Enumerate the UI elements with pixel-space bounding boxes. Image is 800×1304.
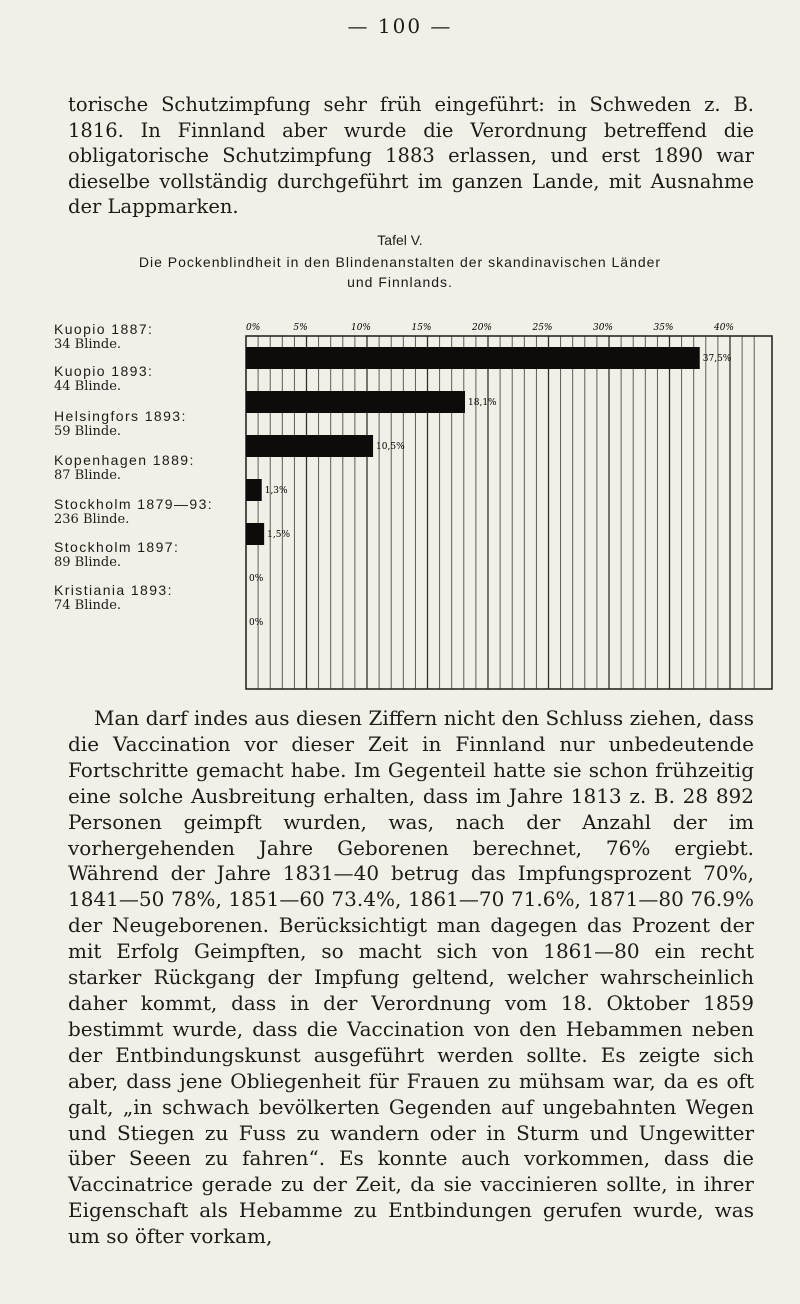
chart-frame — [246, 336, 772, 689]
value-label: 1,3% — [264, 486, 288, 496]
table-label: Tafel V. — [377, 232, 423, 248]
tick-label: 30% — [592, 323, 614, 333]
row-place: Helsingfors 1893: — [54, 408, 187, 424]
value-label: 1,5% — [267, 530, 291, 540]
row-place: Stockholm 1897: — [54, 539, 180, 555]
table-title-line2: und Finnlands. — [347, 274, 453, 290]
row-blind-count: 44 Blinde. — [54, 379, 122, 394]
tick-label: 40% — [713, 323, 735, 333]
table-title-line1: Die Pockenblindheit in den Blindenanstalten der skandinavischen Länder — [138, 254, 662, 270]
row-place: Stockholm 1879—93: — [54, 496, 214, 512]
tick-label: 10% — [350, 323, 372, 333]
value-label: 10,5% — [376, 442, 405, 452]
row-place: Kuopio 1893: — [54, 363, 154, 379]
bar — [246, 523, 264, 545]
row-blind-count: 59 Blinde. — [54, 424, 122, 439]
row-blind-count: 34 Blinde. — [54, 337, 122, 352]
top-paragraph: torische Schutzimpfung sehr früh eingeführt: in Schweden z. B. 1816. In Finnland aber wurde die Verordnung betreffend die obligatorische Schutzimpfung 1883 erlassen, und erst 1890 war dieselbe vollständig durchgeführt im ganzen Lande, mit Ausnahme der Lappmarken. — [68, 93, 754, 219]
page-number: — 100 — — [347, 14, 453, 38]
bar — [246, 435, 373, 457]
tick-label: 0% — [246, 323, 261, 333]
row-place: Kuopio 1887: — [54, 321, 154, 337]
row-blind-count: 89 Blinde. — [54, 555, 122, 570]
bar — [246, 391, 465, 413]
tick-label: 20% — [471, 323, 493, 333]
bar — [246, 347, 700, 369]
value-label: 0% — [249, 618, 264, 628]
value-label: 18,1% — [468, 398, 497, 408]
tick-label: 25% — [532, 323, 553, 333]
row-place: Kristiania 1893: — [54, 582, 173, 598]
tick-label: 15% — [411, 323, 432, 333]
row-blind-count: 74 Blinde. — [54, 598, 122, 613]
tick-label: 5% — [293, 323, 308, 333]
row-place: Kopenhagen 1889: — [54, 452, 195, 468]
row-blind-count: 236 Blinde. — [54, 512, 130, 527]
row-blind-count: 87 Blinde. — [54, 468, 122, 483]
tick-label: 35% — [653, 323, 674, 333]
value-label: 0% — [249, 574, 264, 584]
bottom-paragraph: Man darf indes aus diesen Ziffern nicht den Schluss ziehen, dass die Vaccination vor dieser Zeit in Finnland nur unbedeutende Fortschritte gemacht habe. Im Gegenteil hatte sie schon frühzeitig eine solche Ausbreitung erhalten, dass im Jahre 1813 z. B. 28 892 Personen geimpft wurden, was, nach der Anzahl der im vorhergehenden Jahre Geborenen berechnet, 76% ergiebt. Während der Jahre 1831—40 betrug das Impfungsprozent 70%, 1841—50 78%, 1851—60 73.4%, 1861—70 71.6%, 1871—80 76.9% der Neugeborenen. Berücksichtigt man dagegen das Prozent der mit Erfolg Geimpften, so macht sich von 1861—80 ein recht starker Rückgang der Impfung geltend, welcher wahrscheinlich daher kommt, dass in der Verordnung vom 18. Oktober 1859 bestimmt wurde, dass die Vaccination von den Hebammen neben der Entbindungskunst ausgeführt werden sollte. Es zeigte sich aber, dass jene Obliegenheit für Frauen zu mühsam war, da es oft galt, „in schwach bevölkerten Gegenden auf ungebahnten Wegen und Stiegen zu Fuss zu wandern oder in Sturm und Ungewitter über Seeen zu fahren“. Es konnte auch vorkommen, dass die Vaccinatrice gerade zu der Zeit, da sie vaccinieren sollte, in ihrer Eigenschaft als Hebamme zu Entbindungen gerufen wurde, was um so öfter vorkam, — [68, 706, 754, 1249]
bar — [246, 479, 262, 501]
value-label: 37,5% — [702, 354, 732, 364]
